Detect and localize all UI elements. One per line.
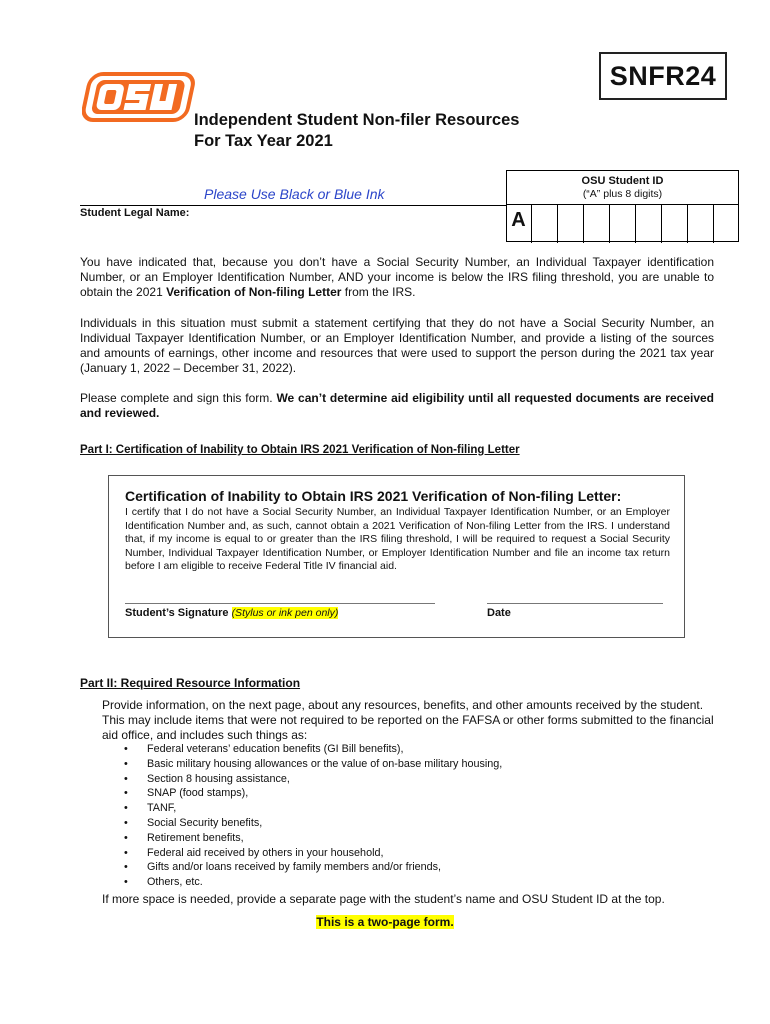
student-name-label: Student Legal Name: [80,207,190,219]
intro-p3-bold: We can’t determine aid eligibility until all requested documents are received and reviewed. [80,391,715,420]
signature-note: (Stylus or ink pen only) [231,607,339,619]
student-id-digit[interactable] [558,205,584,243]
student-id-title: OSU Student ID [581,175,664,187]
form-subtitle: For Tax Year 2021 [194,132,333,150]
signature-label [125,607,338,619]
resource-list [124,742,502,890]
part1-heading: Part I: Certification of Inability to Obtain IRS 2021 Verification of Non-filing Letter [80,444,520,456]
list-item: • TANF, [124,801,502,816]
two-page-note-text: This is a two-page form. [316,915,454,929]
intro-p1-end: from the IRS. [341,285,416,299]
form-title: Independent Student Non-filer Resources [194,111,520,129]
student-id-digit[interactable] [714,205,739,243]
osu-logo [82,70,196,124]
list-item: • Section 8 housing assistance, [124,772,502,787]
student-id-hint: (“A” plus 8 digits) [582,188,663,200]
student-id-digit[interactable] [610,205,636,243]
intro-p1-bold: Verification of Non-filing Letter [166,285,342,299]
list-item: • Retirement benefits, [124,831,502,846]
intro-paragraph-3 [80,391,714,421]
part2-heading: Part II: Required Resource Information [80,676,301,690]
two-page-note [0,915,770,929]
intro-paragraph-2: Individuals in this situation must submit a statement certifying that they do not have a Social Security Number, an Individual Taxpayer Identification Number, or an Employer Identification Number, and provide a listing of the sources and amounts of earnings, other income and resources that were used to support the person during the 2021 tax year (January 1, 2022 – December 31, 2022). [80,316,714,375]
student-id-prefix: A [506,205,532,243]
date-label: Date [487,607,511,619]
student-id-digit[interactable] [584,205,610,243]
list-item: • Social Security benefits, [124,816,502,831]
intro-p3-text: Please complete and sign this form. [80,391,277,405]
form-code-box: SNFR24 [599,52,727,100]
more-space-note: If more space is needed, provide a separate page with the student’s name and OSU Student ID at the top. [102,892,665,906]
student-id-cells [506,204,739,243]
student-id-digit[interactable] [662,205,688,243]
list-item: • SNAP (food stamps), [124,786,502,801]
certification-box [108,475,685,638]
list-item: • Others, etc. [124,875,502,890]
list-item: • Basic military housing allowances or the value of on-base military housing, [124,757,502,772]
part2-intro: Provide information, on the next page, about any resources, benefits, and other amounts received by the student. This may include items that were not required to be reported on the FAFSA or other forms submitted to the financial aid office, and includes such things as: [102,698,714,742]
student-id-box [506,170,739,242]
signature-line[interactable] [125,603,435,604]
intro-paragraph-1 [80,255,714,300]
student-name-field[interactable] [80,205,506,219]
student-id-digit[interactable] [532,205,558,243]
student-id-digit[interactable] [688,205,714,243]
intro-p1-text: You have indicated that, because you don’t have a Social Security Number, an Individual Taxpayer identification Number, or an Employer Identification Number, AND your income is below the IRS filing threshold, you are unable to obtain the 2021 [80,255,714,299]
certification-text: I certify that I do not have a Social Security Number, an Individual Taxpayer Identification Number, or an Employer Identification Number and, as such, cannot obtain a 2021 Verification of Non-filing Letter from the IRS. I understand that, if my income is equal to or greater than the IRS filing threshold, I will be required to request a Social Security Number, Individual Taxpayer Identification Number, or Employer Identification Number and file an income tax return before I am eligible to receive Federal Title IV financial aid. [125,506,670,572]
list-item: • Federal aid received by others in your household, [124,846,502,861]
student-id-digit[interactable] [636,205,662,243]
certification-title: Certification of Inability to Obtain IRS 2021 Verification of Non-filing Letter: [125,488,622,504]
signature-label-text: Student’s Signature [125,607,229,619]
list-item: • Gifts and/or loans received by family members and/or friends, [124,860,502,875]
list-item: • Federal veterans’ education benefits (GI Bill benefits), [124,742,502,757]
date-line[interactable] [487,603,663,604]
ink-instruction: Please Use Black or Blue Ink [204,186,385,202]
